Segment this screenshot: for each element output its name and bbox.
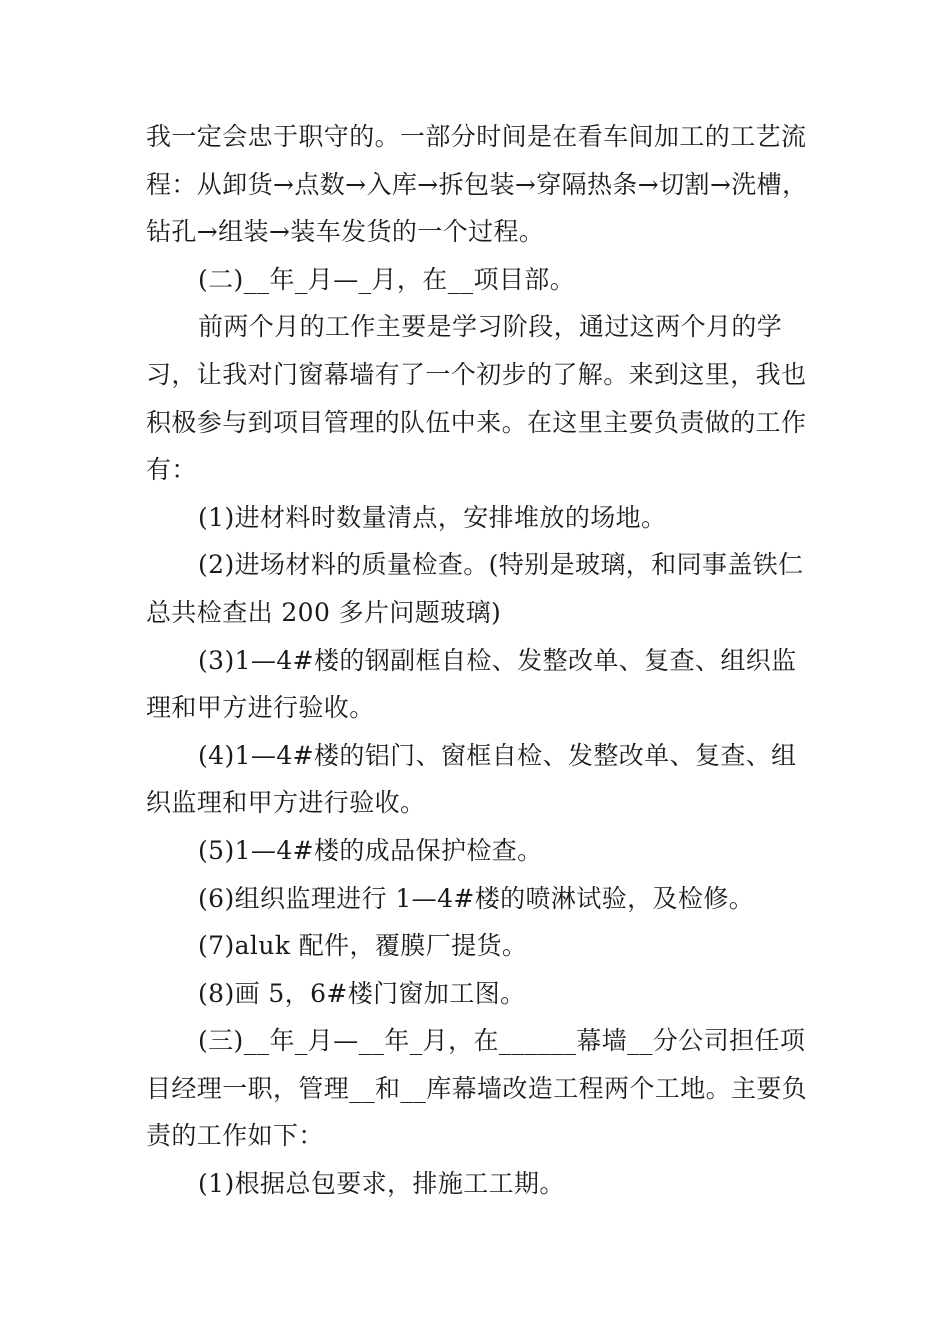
paragraph-section-three: (三)__年_月—__年_月，在______幕墙__分公司担任项目经理一职，管理__和__库幕墙改造工程两个工地。主要负责的工作如下： [146,1026,808,1151]
list-item-8: (8)画 5，6#楼门窗加工图。 [198,978,526,1008]
paragraph-section-two-heading: (二)__年_月—_月，在__项目部。 [198,264,576,294]
list-item-1: (1)进材料时数量清点，安排堆放的场地。 [198,502,667,532]
list-item-4: (4)1—4#楼的铝门、窗框自检、发整改单、复查、组织监理和甲方进行验收。 [146,740,797,818]
paragraph-process-flow: 我一定会忠于职守的。一部分时间是在看车间加工的工艺流程：从卸货→点数→入库→拆包装→穿隔热条→切割→洗槽，钻孔→组装→装车发货的一个过程。 [146,122,808,247]
list-item-2: (2)进场材料的质量检查。(特别是玻璃，和同事盖铁仁总共检查出 200 多片问题玻璃) [146,550,804,627]
list-item-6: (6)组织监理进行 1—4#楼的喷淋试验，及检修。 [198,883,755,913]
list-item-5: (5)1—4#楼的成品保护检查。 [198,835,543,865]
paragraph-learning-stage: 前两个月的工作主要是学习阶段，通过这两个月的学习，让我对门窗幕墙有了一个初步的了解。来到这里，我也积极参与到项目管理的队伍中来。在这里主要负责做的工作有： [146,312,807,485]
list-item-7: (7)aluk 配件，覆膜厂提货。 [198,931,528,961]
list-item-section-three-1: (1)根据总包要求，排施工工期。 [198,1169,565,1199]
document-body [146,113,808,1208]
list-item-3: (3)1—4#楼的钢副框自检、发整改单、复查、组织监理和甲方进行验收。 [146,645,797,723]
